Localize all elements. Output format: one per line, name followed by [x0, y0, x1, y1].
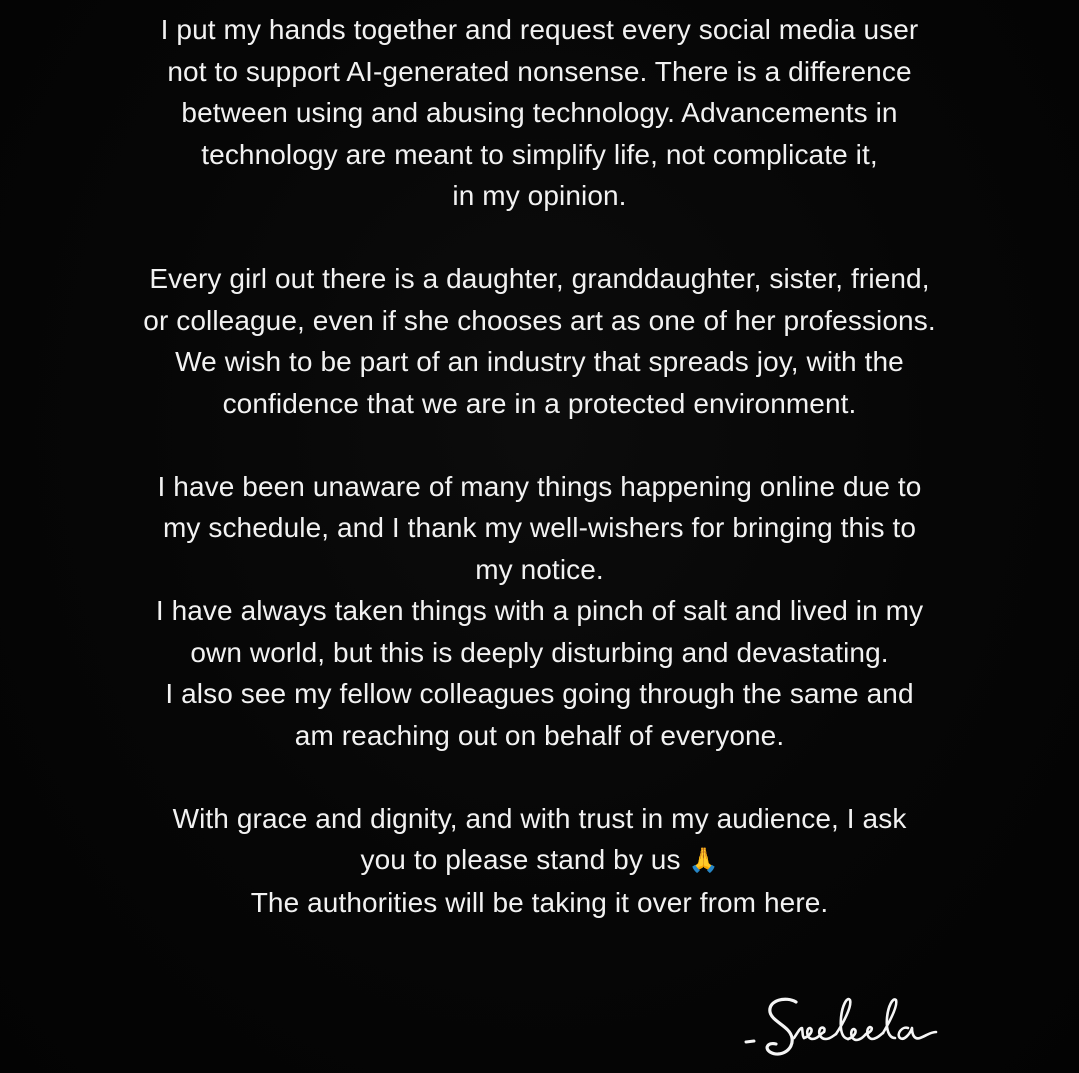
text-line-with-emoji: [40, 839, 1039, 882]
signature-e-stroke: [804, 1028, 836, 1039]
signature-e3-stroke: [866, 1027, 883, 1039]
paragraph-4: [40, 798, 1039, 924]
signature-dash-stroke: [746, 1041, 754, 1042]
text-line: between using and abusing technology. Advancements in: [181, 97, 898, 128]
text-line: I put my hands together and request every social media user: [160, 14, 919, 45]
text-line: not to support AI-generated nonsense. There is a difference: [167, 55, 912, 87]
signature-l-stroke: [836, 999, 850, 1039]
paragraph-3: [40, 466, 1039, 757]
signature-e2-stroke: [848, 1029, 866, 1040]
text-line: I also see my fellow colleagues going through the same and: [165, 678, 914, 709]
paragraph-1: [40, 9, 1039, 217]
text-line: or colleague, even if she chooses art as one of her professions.: [143, 304, 936, 336]
signature-r-stroke: [794, 1028, 804, 1038]
text-line: Every girl out there is a daughter, granddaughter, sister, friend,: [149, 263, 930, 294]
text-line: my notice.: [475, 553, 604, 585]
text-line: technology are meant to simplify life, not complicate it,: [201, 138, 878, 170]
folded-hands-icon: 🙏: [688, 846, 719, 874]
text-line: We wish to be part of an industry that spreads joy, with the: [175, 346, 904, 377]
text-fragment: you to please stand by us: [360, 844, 681, 875]
text-line: The authorities will be taking it over from here.: [250, 886, 829, 918]
text-line: my schedule, and I thank my well-wishers for bringing this to: [162, 512, 917, 543]
signature-l2-stroke: [883, 999, 896, 1038]
text-line: own world, but this is deeply disturbing and devastating.: [190, 636, 889, 668]
statement-body: [40, 9, 1039, 965]
signature: [740, 988, 980, 1073]
text-line: I have always taken things with a pinch of salt and lived in my: [155, 595, 924, 626]
text-line: confidence that we are in a protected environment.: [222, 387, 857, 419]
signature-a-stroke: [899, 1028, 936, 1039]
text-line: I have been unaware of many things happening online due to: [157, 470, 922, 502]
text-line: With grace and dignity, and with trust in my audience, I ask: [172, 802, 907, 834]
text-line: am reaching out on behalf of everyone.: [294, 719, 785, 751]
signature-s-stroke: [767, 999, 796, 1054]
paragraph-2: [40, 258, 1039, 424]
text-line: in my opinion.: [452, 180, 627, 211]
